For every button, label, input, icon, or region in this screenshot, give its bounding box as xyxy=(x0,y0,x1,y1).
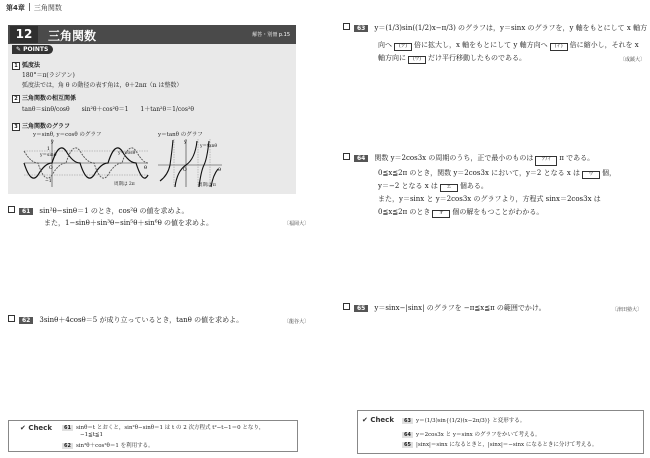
problem-61-checkbox[interactable] xyxy=(8,206,15,213)
problem-65-source: 〔津田塾大〕 xyxy=(612,307,643,313)
points-tag: ✎ POINTS xyxy=(12,45,53,54)
problem-63-checkbox[interactable] xyxy=(343,23,350,30)
blank-63-i[interactable]: (イ) xyxy=(550,43,568,51)
point-1-line-1: 180°＝π(ラジアン) xyxy=(22,72,75,79)
problem-61-number: 61 xyxy=(19,208,33,215)
graph2-y-axis-label: y xyxy=(184,139,187,145)
graph2-origin: O xyxy=(183,168,187,173)
check-label-right: ✔ Check xyxy=(362,416,394,424)
check-label-left: ✔ Check xyxy=(20,424,52,432)
answer-reference: 解答・別冊 p.15 xyxy=(252,32,290,38)
problem-63-line-3: 軸方向に (ウ) だけ平行移動したものである。 xyxy=(378,54,526,62)
blank-64-a-i[interactable]: ア/イ xyxy=(535,156,557,166)
blank-63-a[interactable]: (ア) xyxy=(394,43,412,51)
graph1-tick-neg1: −1 xyxy=(45,179,52,184)
problem-63-number: 63 xyxy=(354,25,368,32)
problem-64-number: 64 xyxy=(354,155,368,162)
check-left-item-61-cont: −1≦t≦1 xyxy=(80,432,104,438)
problem-64: 64 関数 y＝2cos3x の周期のうち，正で最小のものは ア/イ π である。 xyxy=(343,152,594,166)
problem-61-line-1: sin²θ−sinθ＝1 のとき，cos²θ の値を求めよ。 xyxy=(39,207,189,215)
section-number: 12 xyxy=(10,26,38,43)
graph2-theta-axis-label: θ xyxy=(218,167,222,173)
point-1-title: 1 弧度法 xyxy=(12,60,40,70)
problem-65: 65 y＝sinx−|sinx| のグラフを −π≦x≦π の範囲でかけ。 xyxy=(343,302,546,314)
graph1-cos-label: y＝cosθ xyxy=(118,151,136,156)
graph1-theta-axis-label: θ xyxy=(144,165,148,171)
problem-61-line-2: また，1−sinθ＋sin³θ−sin⁵θ＋sin⁶θ の値を求めよ。 xyxy=(44,219,214,227)
graph2-title: y＝tanθ のグラフ xyxy=(158,132,203,138)
blank-64-e[interactable]: エ xyxy=(440,184,458,192)
problem-64-line-4: また，y＝sinx と y＝2cos3x のグラフより，方程式 sinx＝2cos3x は xyxy=(378,195,601,203)
point-3-title: 3 三角関数のグラフ xyxy=(12,121,70,131)
problem-62-number: 62 xyxy=(19,317,33,324)
check-right-item-65: 65 |sinx|＝sinx になるときと，|sinx|＝−sinx になるときに分けて考える。 xyxy=(404,442,598,448)
problem-64-line-2: 0≦x≦2π のとき，関数 y＝2cos3x において，y＝2 となる x は ウ 個， xyxy=(378,169,617,177)
blank-64-o[interactable]: オ xyxy=(432,210,450,218)
section-title-bar xyxy=(8,25,296,44)
chapter-label: 第4章 xyxy=(6,4,25,12)
point-2-title: 2 三角関数の相互関係 xyxy=(12,93,76,103)
problem-63-line-1: y＝(1/3)sin((1/2)x−π/3) のグラフは，y＝sinx のグラフを，y 軸をもとにして x 軸方 xyxy=(374,24,648,32)
problem-64-checkbox[interactable] xyxy=(343,153,350,160)
blank-64-u[interactable]: ウ xyxy=(582,171,600,179)
problem-61-source: 〔福岡大〕 xyxy=(284,221,310,227)
blank-63-u[interactable]: (ウ) xyxy=(408,56,426,64)
point-1-line-2: 弧度法では，角 θ の動径の表す角は，θ＋2nπ（n は整数） xyxy=(22,82,183,89)
chapter-title: 三角関数 xyxy=(33,4,62,12)
problem-64-line-3: y＝−2 となる x は エ 個ある。 xyxy=(378,182,488,190)
problem-63-line-2: 向へ (ア) 倍に拡大し，x 軸をもとにして y 軸方向へ (イ) 倍に縮小し，それを x xyxy=(378,41,639,49)
check-right-item-64: 64 y＝2cos3x と y＝sinx のグラフをかいて考える。 xyxy=(404,432,541,438)
section-title: 三角関数 xyxy=(48,29,97,43)
problem-64-line-5: 0≦x≦2π のとき オ 個の解をもつことがわかる。 xyxy=(378,208,544,216)
graph1-title: y＝sinθ, y＝cosθ のグラフ xyxy=(33,132,102,138)
point-2-line-1: tanθ＝sinθ/cosθ sin²θ＋cos²θ＝1 1＋tan²θ＝1/cos²θ xyxy=(22,106,194,113)
problem-65-number: 65 xyxy=(354,305,368,312)
problem-62-source: 〔龍谷大〕 xyxy=(284,319,310,325)
check-left-item-61: 61 sinθ＝t とおくと，sin²θ−sinθ＝1 は t の 2 次方程式 t²−t−1＝0 となり， xyxy=(64,425,265,431)
graph1-tick-1: 1 xyxy=(47,147,50,152)
problem-63 xyxy=(343,22,647,34)
problem-62-line-1: 3sinθ＋4cosθ＝5 が成り立っているとき，tanθ の値を求めよ。 xyxy=(39,316,244,324)
problem-63-source: 〔成蹊大〕 xyxy=(620,57,646,63)
graph1-origin: O xyxy=(49,166,53,171)
check-left-item-62: 62 sin²θ＋cos²θ＝1 を利用する。 xyxy=(64,443,154,449)
graph1-period: 周期は 2π xyxy=(114,182,135,187)
graph1-y-axis-label: y xyxy=(51,139,54,145)
problem-62-checkbox[interactable] xyxy=(8,315,15,322)
graph2-period: 周期は π xyxy=(198,183,216,188)
problem-65-checkbox[interactable] xyxy=(343,303,350,310)
problem-61 xyxy=(8,205,189,217)
check-right-item-63: 63 y＝(1/3)sin{(1/2)(x−2π/3)} と変形する。 xyxy=(404,418,526,424)
graph2-label: y＝tanθ xyxy=(200,144,218,149)
graph1-sin-label: y＝sinθ xyxy=(40,153,57,158)
problem-62 xyxy=(8,314,243,326)
page-header xyxy=(6,3,62,13)
